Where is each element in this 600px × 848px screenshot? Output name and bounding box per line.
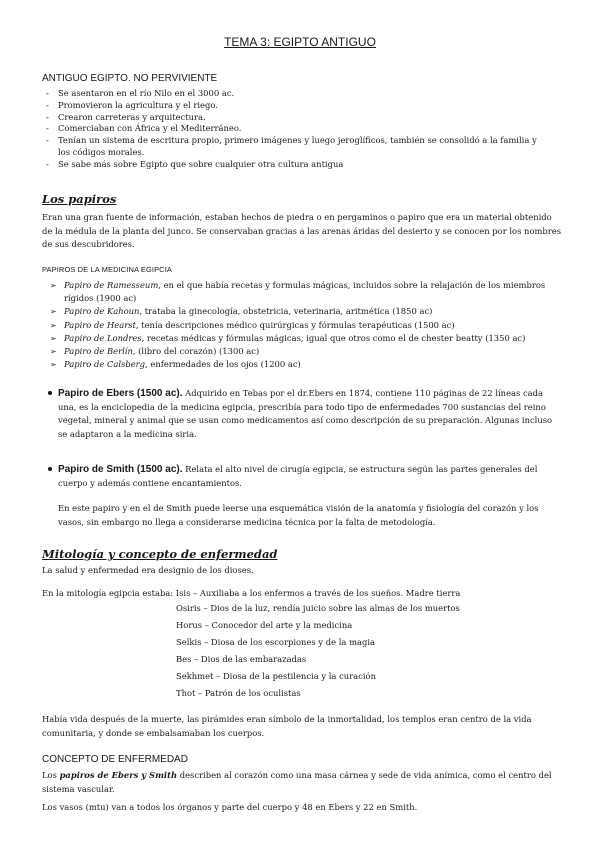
- intro-list: [46, 88, 546, 171]
- god-item: Bes – Dios de las embarazadas: [176, 654, 307, 664]
- god-item: Horus – Conocedor del arte y la medicina: [176, 620, 353, 630]
- list-item: ➢ Papiro de Londres, recetas médicas y fórmulas mágicas, igual que otros como el de chester beatty (1350 ac): [50, 332, 550, 345]
- god-item: Selkis – Diosa de los escorpiones y de la magia: [176, 637, 376, 647]
- arrow-icon: ➢: [50, 307, 57, 317]
- ebers-block: [42, 387, 562, 441]
- ebers-text: Adquirido en Tebas por el dr.Ebers en 1874, contiene 110 páginas de 22 líneas cada una, es la enciclopedia de la medicina egipcia, prescribía para todo tipo de enfermedades 700 sustancias del reino vegetal, mineral y animal que se usan como medicamentos así como descripción de su preparación. Algunas incluso se adaptaron a la medicina siria.: [58, 388, 553, 439]
- concepto-paragraph-1: Los papiros de Ebers y Smith describen al corazón como una masa cárnea y sede de vida anímica, como el centro del sistema vascular.: [42, 770, 552, 794]
- mitologia-heading: Mitología y concepto de enfermedad: [42, 547, 278, 561]
- papiros-heading: Los papiros: [42, 192, 117, 206]
- ebers-title: Papiro de Ebers (1500 ac).: [58, 388, 183, 399]
- list-item: - Promovieron la agricultura y el riego.: [46, 100, 546, 112]
- god-item: Thot – Patrón de los oculistas: [176, 688, 301, 698]
- concepto-paragraph-2: Los vasos (mtu) van a todos los órganos y parte del cuerpo y 48 en Ebers y 22 en Smith.: [42, 802, 418, 812]
- list-item: - Crearon carreteras y arquitectura.: [46, 112, 546, 124]
- smith-text: Relata el alto nivel de cirugía egipcia, se estructura según las partes generales del cuerpo y además contiene encantamientos.: [58, 464, 538, 488]
- bullet-icon: [48, 391, 52, 395]
- list-item: ➢ Papiro de Calsberg, enfermedades de los ojos (1200 ac): [50, 358, 550, 371]
- arrow-icon: ➢: [50, 281, 57, 290]
- papiros-list: [50, 279, 550, 371]
- list-item: ➢ Papiro de Hearst, tenía descripciones médico quirúrgicas y fórmulas terapéuticas (1500 ac): [50, 319, 550, 332]
- arrow-icon: ➢: [50, 360, 57, 370]
- list-item: - Comerciaban con África y el Mediterráneo.: [46, 123, 546, 135]
- list-item: - Se sabe más sobre Egipto que sobre cualquier otra cultura antigua: [46, 159, 546, 171]
- arrow-icon: ➢: [50, 333, 57, 343]
- papiros-subheading: PAPIROS DE LA MEDICINA EGIPCIA: [42, 265, 172, 274]
- bullet-icon: [48, 467, 52, 471]
- papiros-paragraph: Eran una gran fuente de información, estaban hechos de piedra o en pergaminos o papiro que era un material obtenido de la médula de la planta del junco. Se conservaban gracias a las arenas áridas del desierto y se conocen por los nombres de sus descubridores.: [42, 212, 562, 249]
- arrow-icon: ➢: [50, 320, 57, 330]
- afterlife-paragraph: Había vida después de la muerte, las pirámides eran símbolo de la inmortalidad, los templos eran centro de la vida comunitaria, y donde se embalsamaban los cuerpos.: [42, 714, 532, 738]
- god-item: Osiris – Dios de la luz, rendía juicio sobre las almas de los muertos: [176, 603, 460, 613]
- list-item: - Tenían un sistema de escritura propio, primero imágenes y luego jeroglíficos, también se consolidó a la familia y los códigos morales.: [46, 135, 546, 159]
- list-item: - Se asentaron en el río Nilo en el 3000 ac.: [46, 88, 546, 100]
- god-item: Sekhmet – Diosa de la pestilencia y la curación: [176, 671, 376, 681]
- papiros-closing: En este papiro y en el de Smith puede leerse una esquemática visión de la anatomía y fisiología del corazón y los vasos, sin embargo no llega a considerarse medicina técnica por la falta de metodología.: [58, 503, 539, 527]
- list-item: ➢ Papiro de Kahoun, trataba la ginecología, obstetricia, veterinaria, aritmética (1850 ac): [50, 305, 550, 318]
- list-item: ➢ Papiro de Ramesseum, en el que había recetas y formulas mágicas, incluidos sobre la relajación de los miembros rígidos (1900 ac): [50, 280, 546, 304]
- concepto-heading: CONCEPTO DE ENFERMEDAD: [42, 754, 188, 765]
- intro-heading: ANTIGUO EGIPTO. NO PERVIVIENTE: [42, 73, 218, 84]
- mitologia-line2: En la mitología egipcia estaba: Isis – Auxiliaba a los enfermos a través de los sueños. Madre tierra: [42, 588, 461, 598]
- smith-title: Papiro de Smith (1500 ac).: [58, 464, 183, 475]
- arrow-icon: ➢: [50, 347, 57, 357]
- list-item: ➢ Papiro de Berlín, (libro del corazón) (1300 ac): [50, 345, 550, 358]
- smith-block: [42, 463, 562, 490]
- mitologia-line1: La salud y enfermedad era designio de los dioses.: [42, 565, 254, 575]
- page-title: TEMA 3: EGIPTO ANTIGUO: [224, 35, 376, 49]
